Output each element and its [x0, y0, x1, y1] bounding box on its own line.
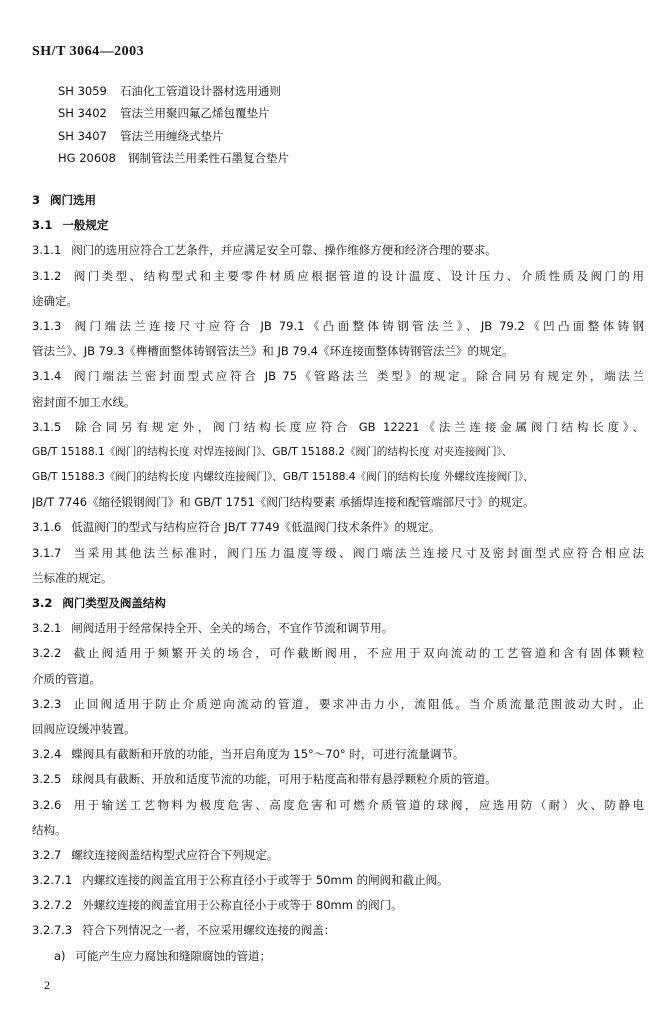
clause-text: GB/T 15188.3《阀门的结构长度 内螺纹连接阀门》、GB/T 15188.4《阀门的结构长度 外螺纹连接阀门》、 [32, 471, 534, 484]
clause-text: 阀门选用 [50, 193, 97, 207]
clause-text: 蝶阀具有截断和开放的功能，当开启角度为 15°～70° 时，可进行流量调节。 [71, 747, 465, 762]
reference-title: 管法兰用缠绕式垫片 [120, 128, 224, 143]
clause-continuation [32, 667, 644, 692]
clause-number: 3.2.7 [32, 847, 62, 862]
clause-line [32, 893, 644, 918]
clause-text: 符合下列情况之一者，不应采用螺纹连接的阀盖： [82, 923, 336, 938]
clause-number: 3.1.4 [32, 369, 62, 384]
reference-code: SH 3402 [58, 106, 107, 121]
clause-number: 3.2.7.3 [32, 923, 73, 938]
clause-line [32, 364, 644, 389]
reference-item [58, 80, 289, 102]
clause-line [32, 793, 644, 818]
clause-text: 螺纹连接阀盖结构型式应符合下列规定。 [71, 847, 279, 862]
clause-continuation [32, 717, 644, 742]
reference-item [58, 147, 289, 169]
section-heading [32, 188, 644, 213]
clause-text: 阀门类型、结构型式和主要零件材质应根据管道的设计温度、设计压力、介质性质及阀门的用 [71, 268, 644, 283]
clause-number: 3.1.1 [32, 243, 62, 258]
clause-continuation [32, 818, 644, 843]
clause-text: 阀门类型及阀盖结构 [62, 596, 166, 610]
subsection-heading [32, 591, 644, 616]
clause-text: JB/T 7746《缩径锻钢阀门》和 GB/T 1751《阀门结构要素 承插焊连接和配管端部尺寸》的规定。 [32, 495, 535, 510]
clause-line [32, 692, 644, 717]
clause-text: 管法兰》、JB 79.3《榫槽面整体铸钢管法兰》和 JB 79.4《环连接面整体铸钢管法兰》的规定。 [32, 344, 514, 359]
list-marker: a) [54, 948, 66, 963]
clause-number: 3.1.2 [32, 268, 62, 283]
clause-text: 截止阀适用于频繁开关的场合，可作截断阀用，不应用于双向流动的工艺管道和含有固体颗粒 [71, 646, 644, 661]
clause-number: 3.2.6 [32, 797, 62, 812]
list-item-text: 可能产生应力腐蚀和缝隙腐蚀的管道； [75, 948, 272, 963]
normative-references-list [58, 80, 289, 169]
clause-number: 3.2.7.1 [32, 873, 73, 888]
clause-line [32, 742, 644, 767]
clause-text: 兰标准的规定。 [32, 570, 113, 585]
clause-continuation [32, 289, 644, 314]
document-body [32, 188, 644, 969]
clause-line [32, 314, 644, 339]
clause-line [32, 843, 644, 868]
clause-line [32, 238, 644, 263]
clause-text: 结构。 [32, 822, 67, 837]
clause-text: 低温阀门的型式与结构应符合 JB/T 7749《低温阀门技术条件》的规定。 [71, 520, 441, 535]
clause-continuation [32, 465, 644, 490]
clause-number: 3.2.3 [32, 696, 62, 711]
clause-number: 3.1.7 [32, 545, 62, 560]
clause-text: 一般规定 [62, 218, 109, 233]
reference-title: 钢制管法兰用柔性石墨复合垫片 [128, 150, 289, 165]
reference-code: SH 3407 [58, 128, 107, 143]
clause-text: 内螺纹连接的阀盖宜用于公称直径小于或等于 50mm 的闸阀和截止阀。 [82, 873, 449, 888]
clause-number: 3.2.4 [32, 747, 62, 762]
reference-item [58, 125, 289, 147]
clause-number: 3.2 [32, 596, 53, 610]
clause-text: 用于输送工艺物料为极度危害、高度危害和可燃介质管道的球阀，应选用防（耐）火、防静电 [71, 797, 644, 812]
clause-number: 3.1.5 [32, 419, 62, 434]
clause-text: 球阀具有截断、开放和适度节流的功能，可用于粘度高和带有悬浮颗粒介质的管道。 [71, 772, 497, 787]
clause-number: 3.2.5 [32, 772, 62, 787]
clause-number: 3.1.3 [32, 318, 62, 333]
clause-text: 途确定。 [32, 293, 78, 308]
clause-line [32, 918, 644, 943]
clause-text: 外螺纹连接的阀盖宜用于公称直径小于或等于 80mm 的阀门。 [82, 898, 403, 913]
clause-text: 当采用其他法兰标准时，阀门压力温度等级、阀门端法兰连接尺寸及密封面型式应符合相应法 [71, 545, 644, 560]
clause-text: 阀门的选用应符合工艺条件，并应满足安全可靠、操作维修方便和经济合理的要求。 [71, 243, 497, 258]
clause-text: 阀门端法兰密封面型式应符合 JB 75《管路法兰 类型》的规定。除合同另有规定外，端法兰 [71, 369, 644, 384]
clause-number: 3.1 [32, 218, 53, 233]
clause-number: 3.2.7.2 [32, 898, 73, 913]
clause-continuation [32, 440, 644, 465]
clause-text: 除合同另有规定外，阀门结构长度应符合 GB 12221《法兰连接金属阀门结构长度》、 [71, 419, 644, 434]
reference-code: HG 20608 [58, 150, 116, 165]
clause-text: 阀门端法兰连接尺寸应符合 JB 79.1《凸面整体铸钢管法兰》、JB 79.2《凹凸面整体铸钢 [71, 318, 644, 333]
reference-code: SH 3059 [58, 84, 107, 98]
clause-continuation [32, 566, 644, 591]
clause-line [32, 415, 644, 440]
subsection-heading [32, 213, 644, 238]
reference-item [58, 102, 289, 124]
clause-line [32, 641, 644, 666]
clause-number: 3.2.2 [32, 646, 62, 661]
clause-continuation [32, 490, 644, 515]
clause-text: 密封面不加工水线。 [32, 394, 136, 409]
clause-number: 3.1.6 [32, 520, 62, 535]
reference-title: 石油化工管道设计器材选用通则 [120, 84, 281, 98]
page-number: 2 [44, 978, 50, 992]
clause-line [32, 541, 644, 566]
clause-line [32, 515, 644, 540]
clause-continuation [32, 339, 644, 364]
list-item [32, 944, 644, 969]
reference-title: 管法兰用聚四氟乙烯包覆垫片 [120, 106, 270, 121]
clause-text: 止回阀适用于防止介质逆向流动的管道，要求冲击力小，流阻低。当介质流量范围波动大时，止 [71, 696, 644, 711]
clause-number: 3.2.1 [32, 621, 62, 636]
clause-text: 闸阀适用于经常保持全开、全关的场合，不宜作节流和调节用。 [71, 621, 394, 636]
clause-continuation [32, 390, 644, 415]
clause-line [32, 264, 644, 289]
clause-text: GB/T 15188.1《阀门的结构长度 对焊连接阀门》、GB/T 15188.2《阀门的结构长度 对夹连接阀门》、 [32, 445, 513, 458]
clause-number: 3 [32, 193, 41, 207]
clause-text: 回阀应设缓冲装置。 [32, 721, 136, 736]
clause-text: 介质的管道。 [32, 671, 101, 686]
clause-line [32, 767, 644, 792]
clause-line [32, 616, 644, 641]
standard-number: SH/T 3064—2003 [32, 44, 145, 59]
clause-line [32, 868, 644, 893]
